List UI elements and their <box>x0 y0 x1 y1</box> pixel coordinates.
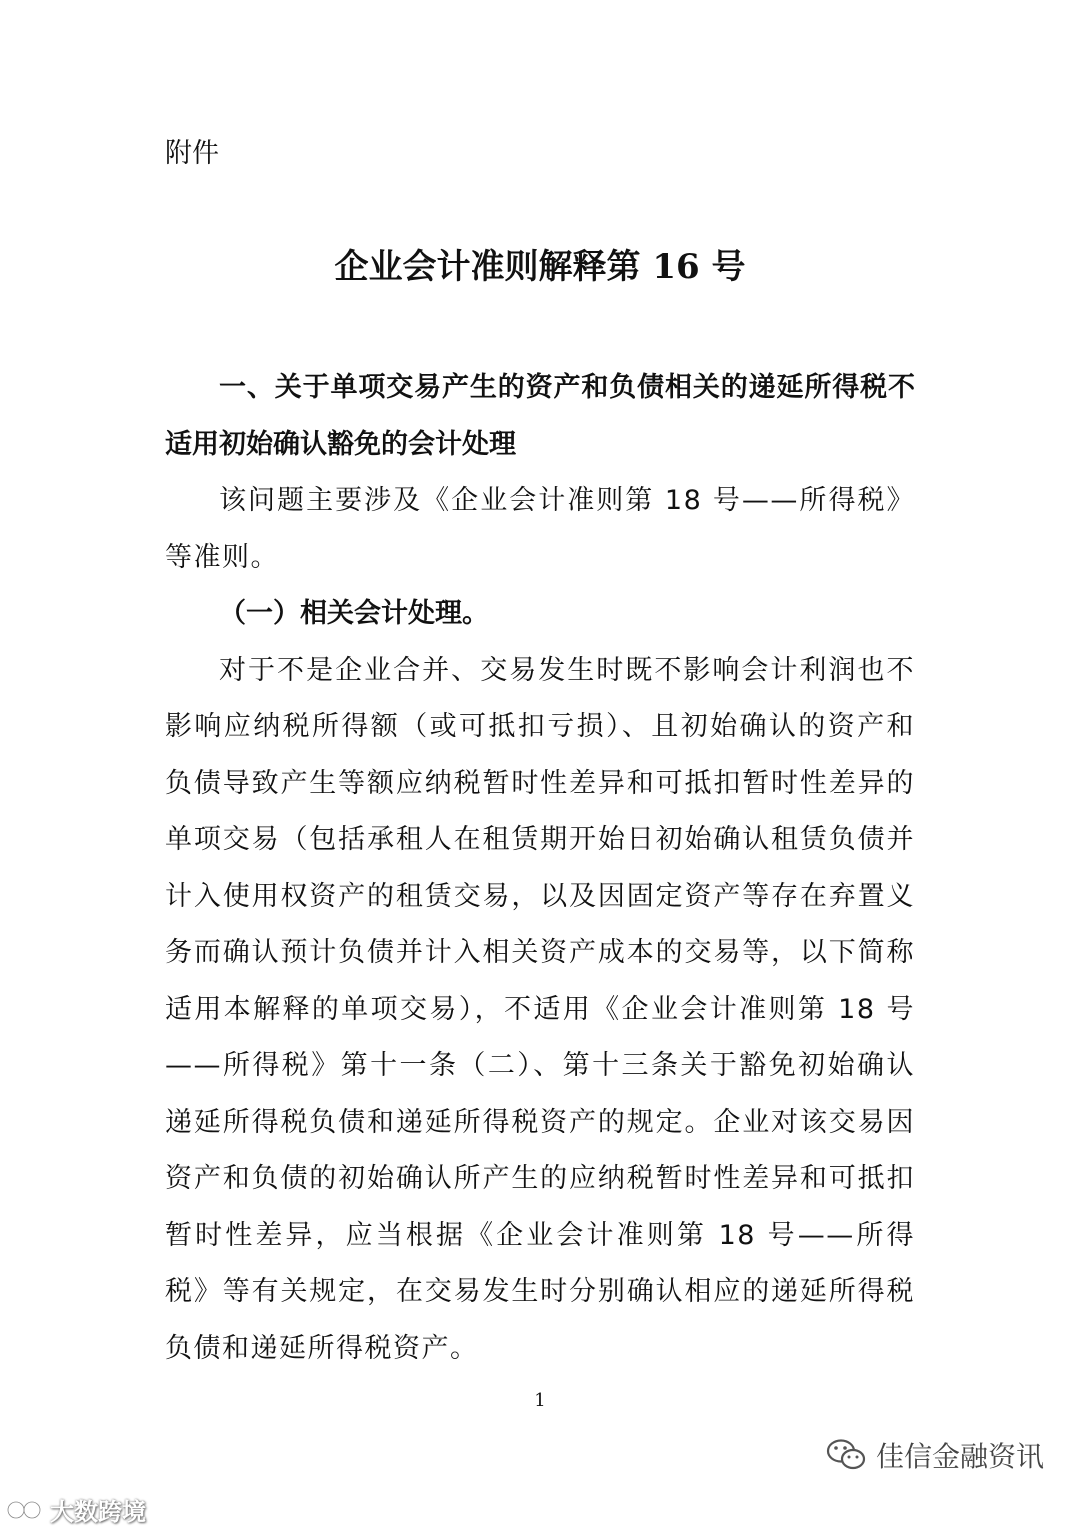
watermark-right-text: 佳信金融资讯 <box>875 1440 1044 1473</box>
section-heading: 一、关于单项交易产生的资产和负债相关的递延所得税不适用初始确认豁免的会计处理 <box>165 372 915 460</box>
watermark-left-text: 大数跨境 <box>50 1498 146 1526</box>
document-title: 企业会计准则解释第 16 号 <box>334 247 746 287</box>
watermark-right <box>826 1435 1044 1475</box>
document-body <box>165 360 915 1377</box>
watermark-left <box>6 1492 146 1527</box>
attachment-label: 附件 <box>165 138 219 169</box>
intro-paragraph: 该问题主要涉及《企业会计准则第 18 号——所得税》等准则。 <box>165 485 915 573</box>
wechat-icon <box>826 1438 866 1472</box>
page-number: 1 <box>534 1390 546 1411</box>
subsection-heading: （一）相关会计处理。 <box>219 598 489 629</box>
body-paragraph: 对于不是企业合并、交易发生时既不影响会计利润也不影响应纳税所得额（或可抵扣亏损）、且初始确认的资产和负债导致产生等额应纳税暂时性差异和可抵扣暂时性差异的单项交易（包括承租人在租赁期开始日初始确认租赁负债并计入使用权资产的租赁交易，以及因固定资产等存在弃置义务而确认预计负债并计入相关资产成本的交易等，以下简称适用本解释的单项交易），不适用《企业会计准则第 18 号——所得税》第十一条（二）、第十三条关于豁免初始确认递延所得税负债和递延所得税资产的规定。企业对该交易因资产和负债的初始确认所产生的应纳税暂时性差异和可抵扣暂时性差异，应当根据《企业会计准则第 18 号——所得税》等有关规定，在交易发生时分别确认相应的递延所得税负债和递延所得税资产。 <box>165 654 915 1364</box>
logo-icon <box>6 1498 46 1522</box>
